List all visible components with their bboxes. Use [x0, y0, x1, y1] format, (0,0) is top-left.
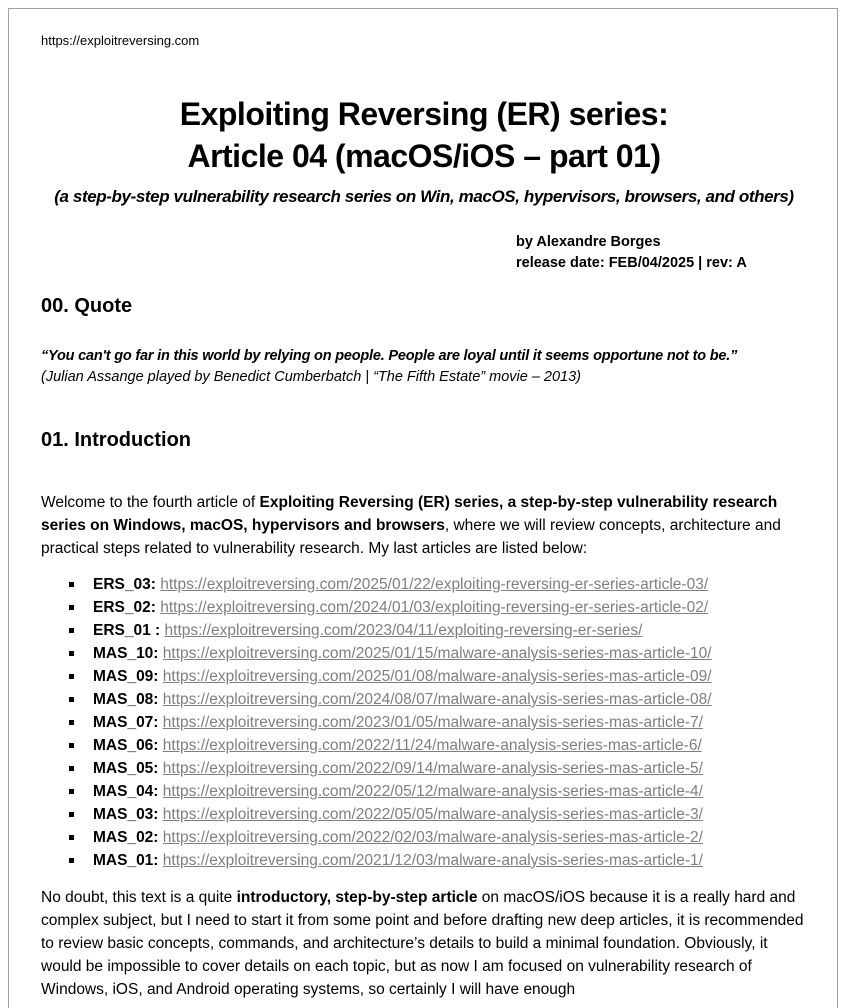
- article-link[interactable]: https://exploitreversing.com/2023/01/05/malware-analysis-series-mas-article-7/: [162, 714, 703, 731]
- header-url: https://exploitreversing.com: [41, 33, 200, 48]
- intro-p1-start: Welcome to the fourth article of: [41, 494, 260, 511]
- intro-p2-bold: introductory, step-by-step article: [236, 889, 478, 906]
- article-link[interactable]: https://exploitreversing.com/2022/09/14/malware-analysis-series-mas-article-5/: [162, 760, 703, 777]
- article-link[interactable]: https://exploitreversing.com/2024/08/07/malware-analysis-series-mas-article-08/: [162, 691, 712, 708]
- bullet-icon: [69, 766, 74, 771]
- quote-attribution: (Julian Assange played by Benedict Cumberbatch | “The Fifth Estate” movie – 2013): [41, 369, 582, 385]
- article-link[interactable]: https://exploitreversing.com/2023/04/11/exploiting-reversing-er-series/: [164, 622, 643, 639]
- title-line-2: Article 04 (macOS/iOS – part 01): [187, 138, 661, 174]
- intro-p2-end: on macOS/iOS because it is a really hard and complex subject, but I need to start it from some point and before drafting new deep articles, it is recommended to review basic concepts, commands, and architecture’s details to build a minimal foundation. Obviously, it would be impossible to cover details on each topic, but as now I am focused on vulnerability research of Windows, iOS, and Android operating systems, so certainly I will have enough: [41, 889, 804, 998]
- article-link[interactable]: https://exploitreversing.com/2022/05/12/malware-analysis-series-mas-article-4/: [162, 783, 703, 800]
- article-subtitle: (a step-by-step vulnerability research series on Win, macOS, hypervisors, browsers, and others): [54, 187, 794, 206]
- intro-p1-end: , where we will review concepts, architecture and practical steps related to vulnerability research. My last articles are listed below:: [41, 517, 781, 557]
- bullet-icon: [69, 582, 74, 587]
- article-code: ERS_02:: [93, 599, 156, 616]
- list-item: [67, 849, 712, 872]
- list-item: [67, 596, 712, 619]
- list-item: [67, 688, 712, 711]
- bullet-icon: [69, 651, 74, 656]
- bullet-icon: [69, 812, 74, 817]
- article-link[interactable]: https://exploitreversing.com/2025/01/08/malware-analysis-series-mas-article-09/: [162, 668, 712, 685]
- bullet-icon: [69, 858, 74, 863]
- list-item: [67, 826, 712, 849]
- article-code: MAS_10:: [93, 645, 159, 662]
- release-date: release date: FEB/04/2025 | rev: A: [516, 255, 747, 271]
- article-code: MAS_07:: [93, 714, 159, 731]
- quote-heading: 00. Quote: [41, 295, 133, 317]
- document-page: [8, 8, 838, 1008]
- bullet-icon: [69, 720, 74, 725]
- bullet-icon: [69, 697, 74, 702]
- intro-p2-start: No doubt, this text is a quite: [41, 889, 237, 906]
- article-code: ERS_03:: [93, 576, 156, 593]
- quote-text: “You can't go far in this world by relying on people. People are loyal until it seems opportune not to be.”: [41, 348, 738, 364]
- article-code: MAS_04:: [93, 783, 159, 800]
- article-link[interactable]: https://exploitreversing.com/2021/12/03/malware-analysis-series-mas-article-1/: [162, 852, 703, 869]
- title-line-1: Exploiting Reversing (ER) series:: [179, 96, 669, 132]
- list-item: [67, 665, 712, 688]
- article-code: ERS_01 :: [93, 622, 161, 639]
- bullet-icon: [69, 743, 74, 748]
- byline: [516, 232, 747, 274]
- bullet-icon: [69, 605, 74, 610]
- list-item: [67, 573, 712, 596]
- introduction-heading: 01. Introduction: [41, 429, 191, 451]
- intro-paragraph-1: [41, 491, 801, 560]
- article-code: MAS_03:: [93, 806, 159, 823]
- list-item: [67, 780, 712, 803]
- article-code: MAS_01:: [93, 852, 159, 869]
- list-item: [67, 619, 712, 642]
- article-list: [67, 573, 712, 872]
- author: by Alexandre Borges: [516, 234, 661, 250]
- bullet-icon: [69, 835, 74, 840]
- list-item: [67, 757, 712, 780]
- article-link[interactable]: https://exploitreversing.com/2022/02/03/malware-analysis-series-mas-article-2/: [162, 829, 703, 846]
- quote-block: [41, 346, 831, 388]
- bullet-icon: [69, 628, 74, 633]
- intro-paragraph-2: [41, 886, 806, 1001]
- list-item: [67, 803, 712, 826]
- article-link[interactable]: https://exploitreversing.com/2022/05/05/malware-analysis-series-mas-article-3/: [162, 806, 703, 823]
- article-code: MAS_02:: [93, 829, 159, 846]
- article-link[interactable]: https://exploitreversing.com/2025/01/15/malware-analysis-series-mas-article-10/: [162, 645, 712, 662]
- article-code: MAS_09:: [93, 668, 159, 685]
- intro-p1-bold: Exploiting Reversing (ER) series, a step-by-step vulnerability research series on Windows, macOS, hypervisors and browsers: [41, 494, 778, 534]
- list-item: [67, 734, 712, 757]
- list-item: [67, 711, 712, 734]
- article-link[interactable]: https://exploitreversing.com/2024/01/03/exploiting-reversing-er-series-article-02/: [160, 599, 709, 616]
- list-item: [67, 642, 712, 665]
- article-link[interactable]: https://exploitreversing.com/2025/01/22/exploiting-reversing-er-series-article-03/: [160, 576, 709, 593]
- article-code: MAS_06:: [93, 737, 159, 754]
- article-code: MAS_05:: [93, 760, 159, 777]
- article-link[interactable]: https://exploitreversing.com/2022/11/24/malware-analysis-series-mas-article-6/: [162, 737, 702, 754]
- article-title: [9, 93, 839, 177]
- bullet-icon: [69, 674, 74, 679]
- article-code: MAS_08:: [93, 691, 159, 708]
- bullet-icon: [69, 789, 74, 794]
